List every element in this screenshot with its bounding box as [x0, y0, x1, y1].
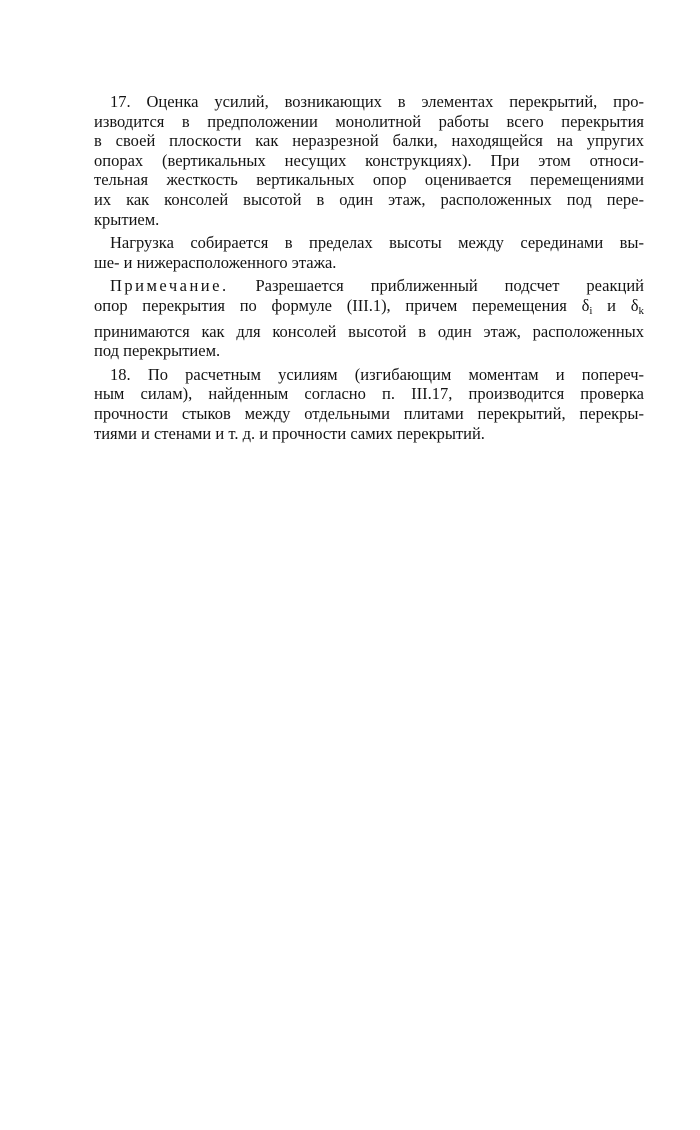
text-line: под перекрытием.	[94, 341, 221, 361]
conjunction: и	[607, 295, 616, 315]
paragraph-17	[94, 92, 644, 229]
delta-i-symbol: $\delta_i$	[581, 295, 593, 317]
text-line: тиями и стенами и т. д. и прочности самих перекрытий.	[94, 423, 485, 443]
text-line: опорах (вертикальных несущих конструкциях). При этом относи-	[94, 150, 644, 170]
paragraph-18	[94, 365, 644, 443]
text-line: принимаются как для консолей высотой в один этаж, расположенных	[94, 321, 644, 341]
body-text	[94, 92, 644, 443]
paragraph-load	[94, 233, 644, 272]
note-label: Примечание.	[110, 276, 229, 296]
text-line: 18. По расчетным усилиям (изгибающим моментам и попереч-	[110, 364, 644, 384]
text-line: крытием.	[94, 209, 160, 229]
text-line	[94, 276, 644, 296]
text-line: их как консолей высотой в один этаж, расположенных под пере-	[94, 189, 644, 209]
text-line: Нагрузка собирается в пределах высоты между серединами вы-	[110, 233, 644, 253]
delta-k-symbol: $\delta_k$	[630, 295, 644, 317]
paragraph-note	[94, 276, 644, 360]
note-text: Разрешается приближенный подсчет реакций	[228, 276, 644, 296]
text-line: прочности стыков между отдельными плитами перекрытий, перекры-	[94, 403, 644, 423]
text-line	[94, 296, 644, 322]
text-line: в своей плоскости как неразрезной балки, находящейся на упругих	[94, 131, 644, 151]
note-text: опор перекрытия по формуле (III.1), причем перемещения	[94, 295, 567, 315]
text-line: ным силам), найденным согласно п. III.17, производится проверка	[94, 384, 644, 404]
text-line: ше- и нижерасположенного этажа.	[94, 252, 337, 272]
text-line: 17. Оценка усилий, возникающих в элементах перекрытий, про-	[110, 92, 644, 111]
text-line: изводится в предположении монолитной работы всего перекрытия	[94, 111, 644, 131]
text-line: тельная жесткость вертикальных опор оценивается перемещениями	[94, 170, 644, 190]
